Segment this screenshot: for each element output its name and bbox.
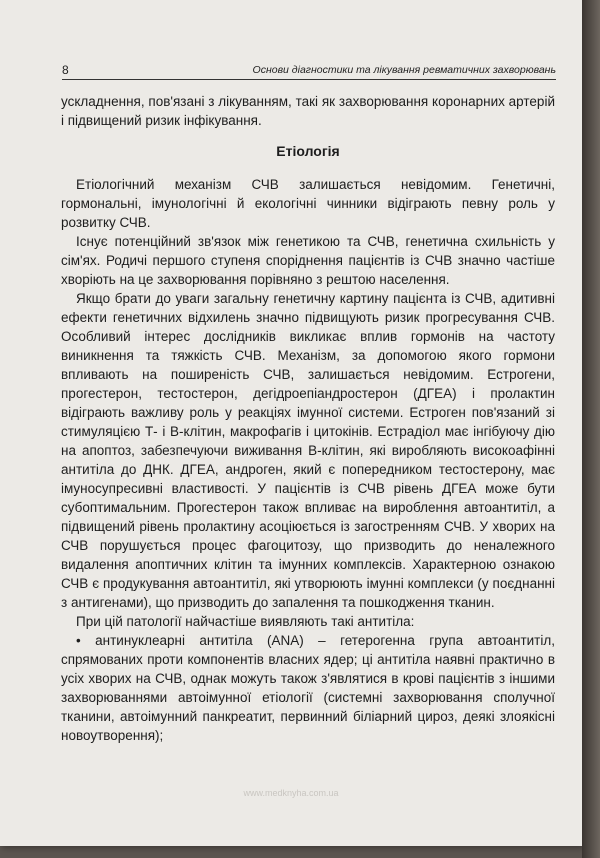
running-header xyxy=(62,63,556,80)
page-number: 8 xyxy=(62,63,69,77)
background-edge xyxy=(582,0,600,858)
page-body xyxy=(61,92,555,745)
paragraph: Етіологічний механізм СЧВ залишається невідомим. Генетичні, гормональні, імунологічні й екологічні чинники відіграють певну роль у розвитку СЧВ. xyxy=(61,177,555,230)
running-title: Основи діагностики та лікування ревматичних захворювань xyxy=(252,64,556,76)
paragraph: Існує потенційний зв'язок між генетикою та СЧВ, генетична схильність у сім'ях. Родичі першого ступеня споріднення пацієнтів із СЧВ значно частіше хворіють на це захворювання порівняно з рештою населення. xyxy=(61,234,555,287)
paragraph: Якщо брати до уваги загальну генетичну картину пацієнта із СЧВ, адитивні ефекти генетичних відхилень значно підвищують ризик прогресування СЧВ. Особливий інтерес дослідників викликає вплив гормонів на частоту виникнення та тяжкість СЧВ. Механізм, за допомогою якого гормони впливають на поширеність СЧВ, залишається невідомим. Естрогени, прогестерон, тестостерон, дегідроепіандростерон (ДГЕА) і пролактин відіграють важливу роль у реакціях імунної системи. Естроген пов'язаний зі стимуляцією Т- і В-клітин, макрофагів і цитокінів. Естрадіол має інгібуючу дію на апоптоз, забезпечуючи виживання В-клітин, які виробляють високоафінні антитіла до ДНК. ДГЕА, андроген, який є попередником тестостерону, має імуносупресивні властивості. У пацієнтів із СЧВ рівень ДГЕА може бути субоптимальним. Прогестерон також впливає на вироблення автоантитіл, а підвищений рівень пролактину асоціюється із загостренням СЧВ. У хворих на СЧВ порушується процес фагоцитозу, що призводить до неналежного видалення апоптичних клітин та імунних комплексів. Характерною ознакою СЧВ є продукування автоантитіл, які утворюють імунні комплекси (у поєднанні з антигенами), що призводить до запалення та пошкодження тканин. xyxy=(61,291,555,610)
paragraph: При цій патології найчастіше виявляють такі антитіла: xyxy=(76,614,415,629)
paragraph-continued: ускладнення, пов'язані з лікуванням, такі як захворювання коронарних артерій і підвищений ризик інфікування. xyxy=(61,94,555,128)
list-item: • антинуклеарні антитіла (ANA) – гетерогенна група автоантитіл, спрямованих проти компонентів власних ядер; ці антитіла наявні практично в усіх хворих на СЧВ, однак можуть також з'являтися в крові пацієнтів з іншими захворюваннями автоімунної етіології (системні захворювання сполучної тканини, автоімунний панкреатит, первинний біліарний цироз, деякі злоякісні новоутворення); xyxy=(61,633,555,743)
section-heading: Етіологія xyxy=(276,143,340,159)
watermark: www.medknyha.com.ua xyxy=(243,788,339,798)
